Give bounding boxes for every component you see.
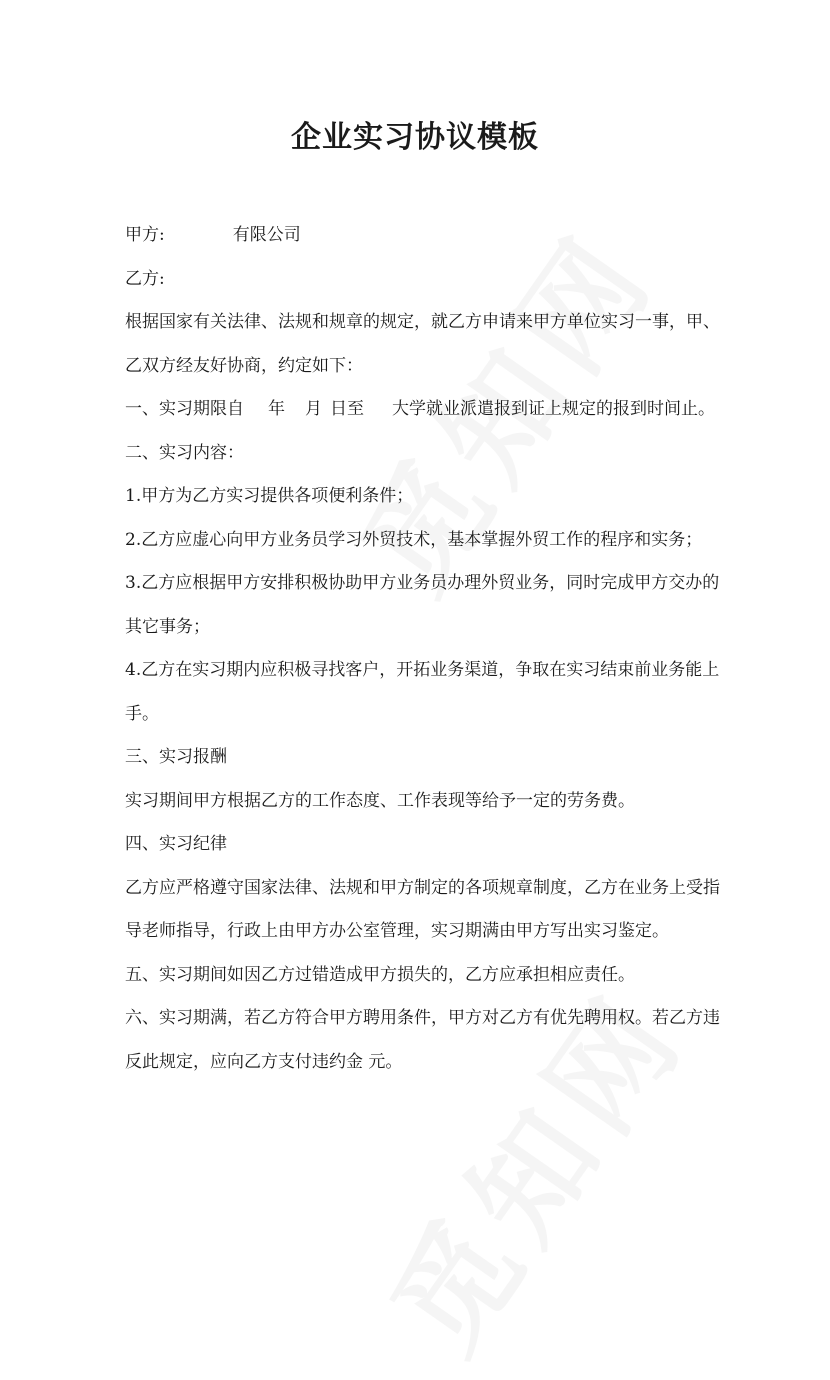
document-title: 企业实习协议模板 [291,120,539,155]
section-heading: 三、实习报酬 [125,747,227,767]
term-prefix: 一、实习期限自 [125,399,244,419]
term-line [125,388,715,432]
term-day-to: 日至 [330,399,364,419]
list-item: 3.乙方应根据甲方安排积极协助甲方业务员办理外贸业务，同时完成甲方交办的 [125,573,720,593]
party-a-label: 甲方: [125,225,165,245]
term-month: 月 [305,399,322,419]
list-item: 2.乙方应虚心向甲方业务员学习外贸技术，基本掌握外贸工作的程序和实务； [125,529,703,550]
section-heading: 二、实习内容： [125,442,244,463]
party-a-value: 有限公司 [232,225,301,245]
document-body [125,214,720,1084]
list-item: 1.甲方为乙方实习提供各项便利条件； [125,486,414,506]
paragraph-line: 根据国家有关法律、法规和规章的规定，就乙方申请来甲方单位实习一事，甲、 [125,312,720,332]
term-year: 年 [268,399,285,419]
paragraph-line: 乙方应严格遵守国家法律、法规和甲方制定的各项规章制度，乙方在业务上受指 [125,877,720,898]
term-suffix: 大学就业派遣报到证上规定的报到时间止。 [392,399,715,419]
list-item-continued: 其它事务； [125,616,210,637]
paragraph-line: 导老师指导，行政上由甲方办公室管理，实习期满由甲方写出实习鉴定。 [125,921,669,941]
paragraph-line: 乙双方经友好协商，约定如下： [125,355,363,376]
list-item: 4.乙方在实习期内应积极寻找客户，开拓业务渠道，争取在实习结束前业务能上 [125,660,720,680]
list-item-continued: 手。 [125,703,159,724]
paragraph-line: 六、实习期满，若乙方符合甲方聘用条件，甲方对乙方有优先聘用权。若乙方违 [125,1008,720,1028]
party-a-line [125,214,715,258]
party-b-line: 乙方: [125,268,165,289]
paragraph-line: 实习期间甲方根据乙方的工作态度、工作表现等给予一定的劳务费。 [125,790,635,811]
section-heading: 五、实习期间如因乙方过错造成甲方损失的，乙方应承担相应责任。 [125,964,635,985]
section-heading: 四、实习纪律 [125,834,227,854]
paragraph-line: 反此规定，应向乙方支付违约金 元。 [125,1051,403,1072]
